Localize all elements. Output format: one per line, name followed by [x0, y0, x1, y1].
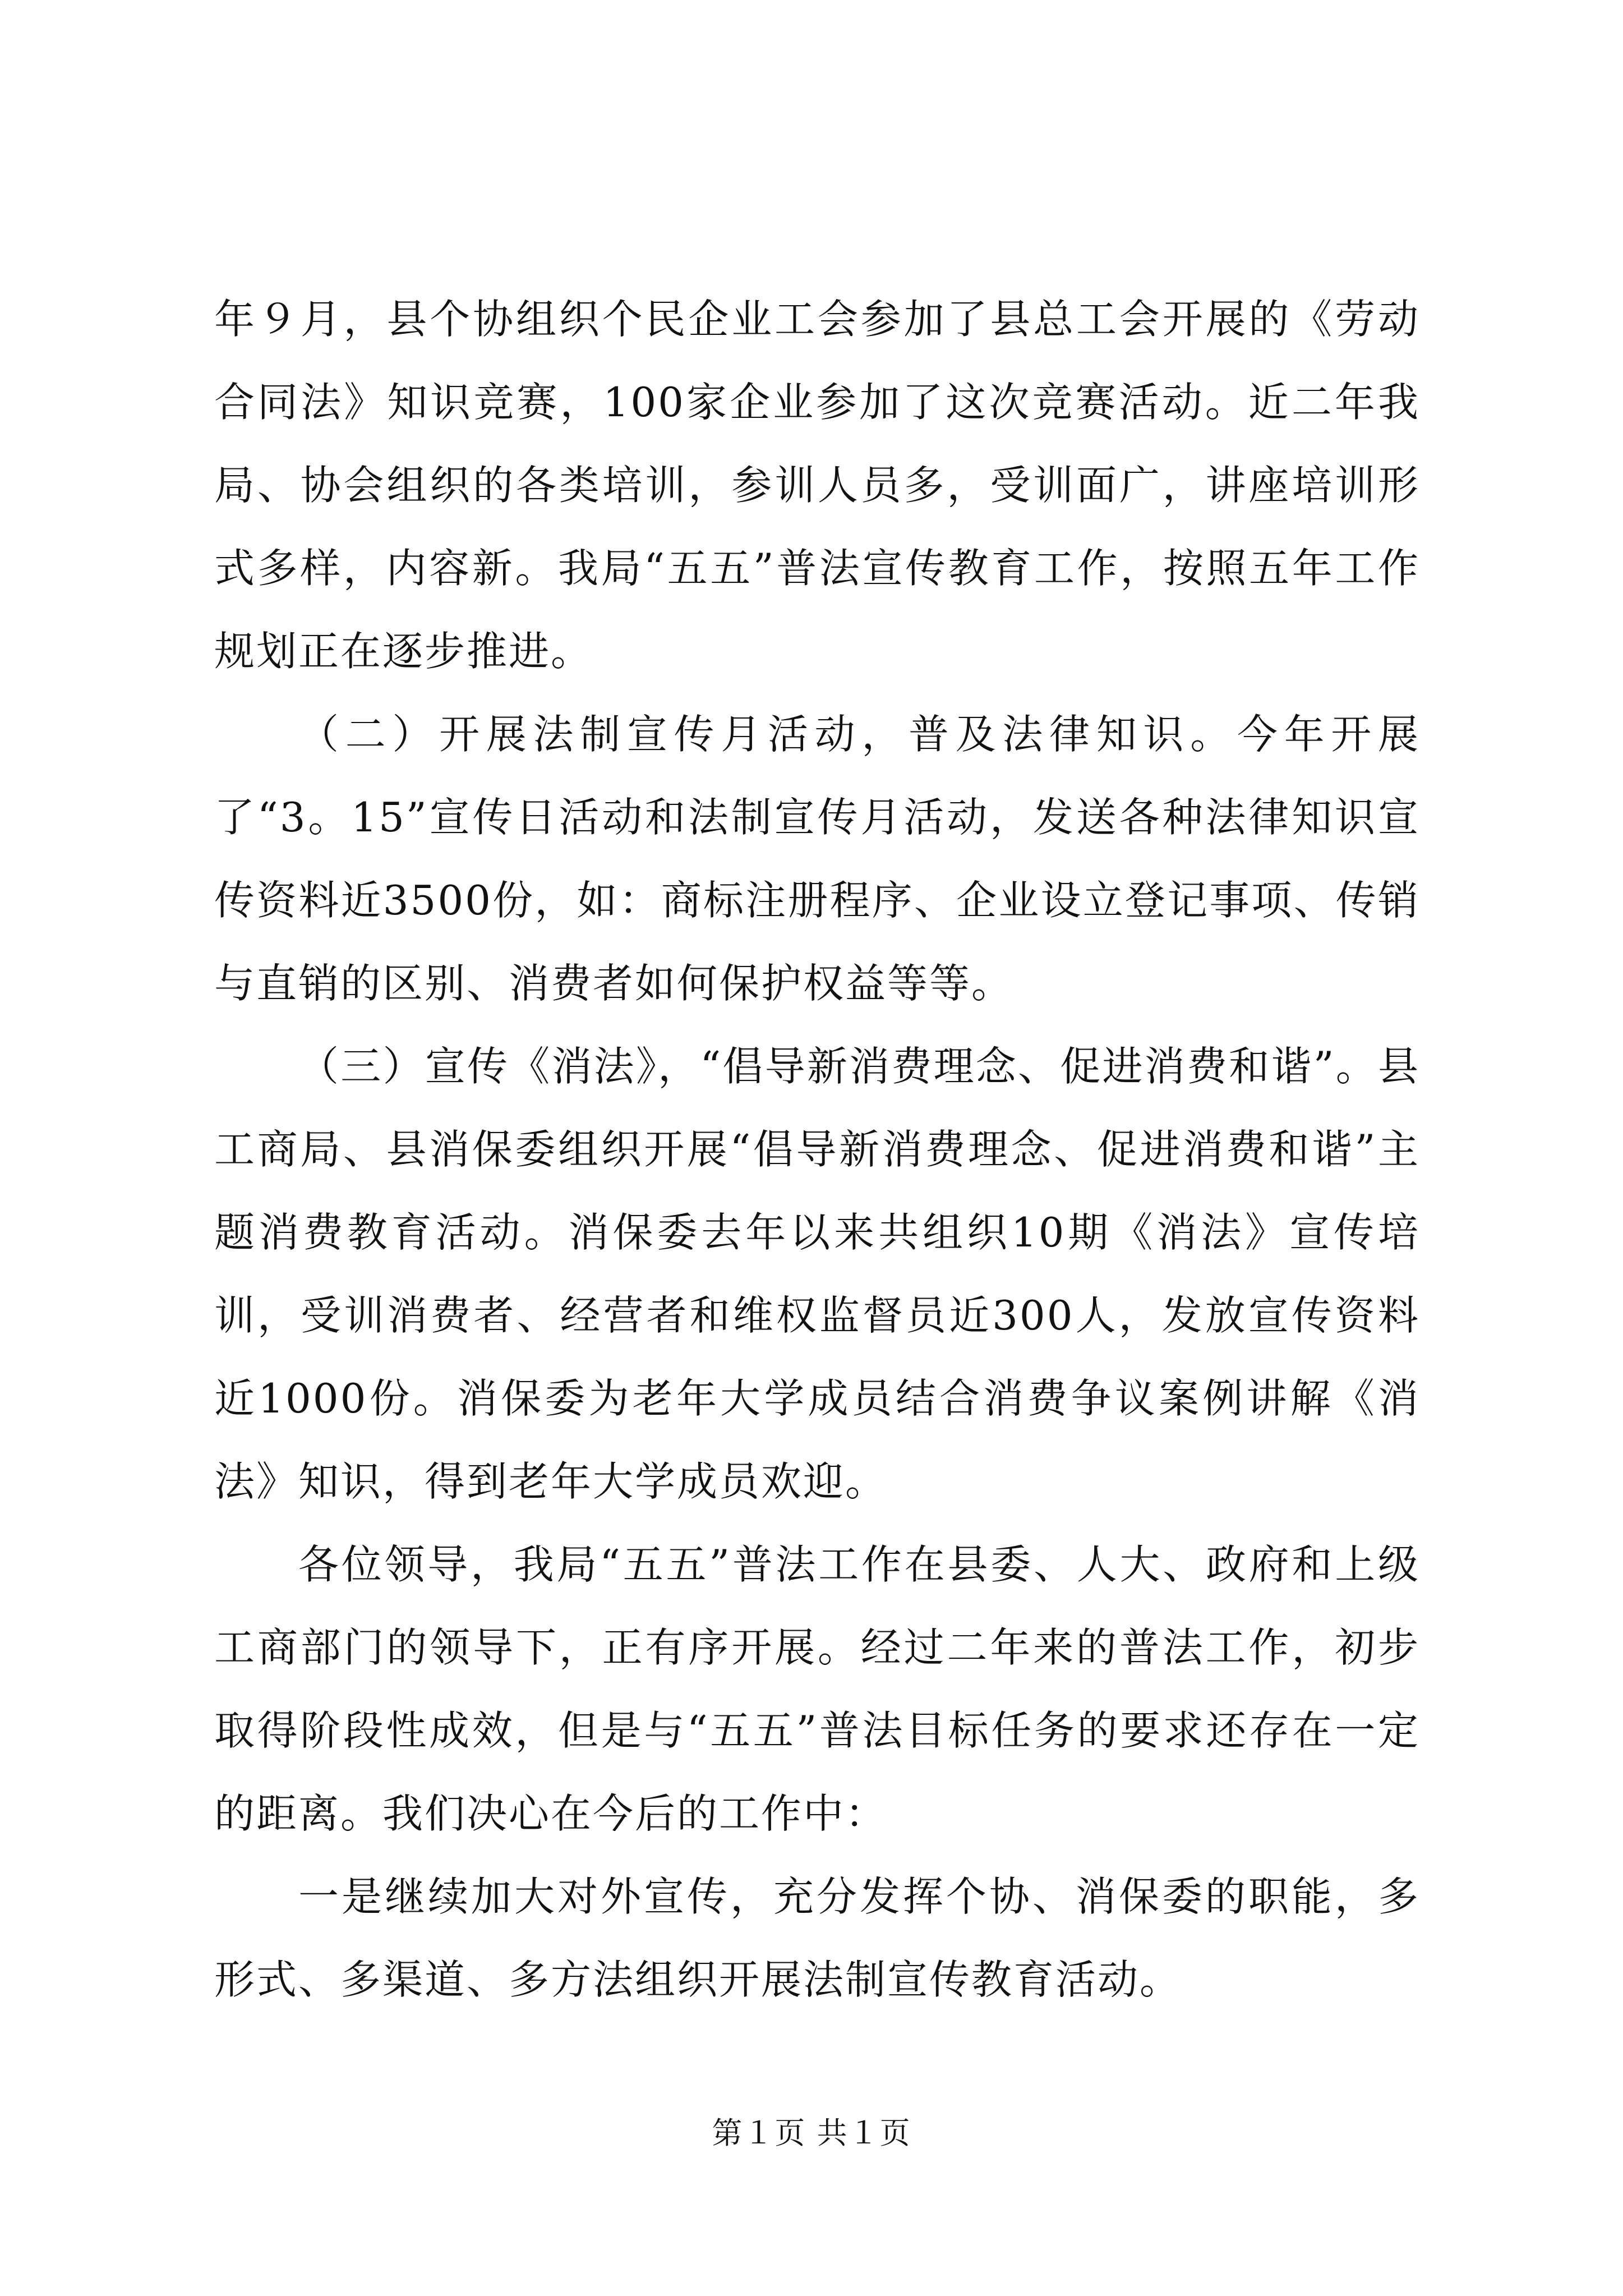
paragraph-plan-one: 一是继续加大对外宣传，充分发挥个协、消保委的职能，多形式、多渠道、多方法组织开展法制宣传教育活动。 — [214, 1873, 1420, 2003]
paragraph-section-two: （二）开展法制宣传月活动，普及法律知识。今年开展了“3。15”宣传日活动和法制宣传月活动，发送各种法律知识宣传资料近3500份，如：商标注册程序、企业设立登记事项、传销与直销的区别、消费者如何保护权益等等。 — [214, 711, 1420, 1007]
paragraph-section-three: （三）宣传《消法》，“倡导新消费理念、促进消费和谐”。县工商局、县消保委组织开展“倡导新消费理念、促进消费和谐”主题消费教育活动。消保委去年以来共组织10期《消法》宣传培训，受训消费者、经营者和维权监督员近300人，发放宣传资料近1000份。消保委为老年大学成员结合消费争议案例讲解《消法》知识，得到老年大学成员欢迎。 — [214, 1043, 1420, 1505]
paragraph-summary: 各位领导，我局“五五”普法工作在县委、人大、政府和上级工商部门的领导下，正有序开展。经过二年来的普法工作，初步取得阶段性成效，但是与“五五”普法目标任务的要求还存在一定的距离。我们决心在今后的工作中： — [214, 1541, 1420, 1837]
document-body — [214, 278, 1420, 2021]
paragraph-continuation: 年９月，县个协组织个民企业工会参加了县总工会开展的《劳动合同法》知识竞赛，100家企业参加了这次竞赛活动。近二年我局、协会组织的各类培训，参训人员多，受训面广，讲座培训形式多样，内容新。我局“五五”普法宣传教育工作，按照五年工作规划正在逐步推进。 — [214, 296, 1420, 675]
page-footer: 第１页 共１页 — [712, 2115, 911, 2151]
